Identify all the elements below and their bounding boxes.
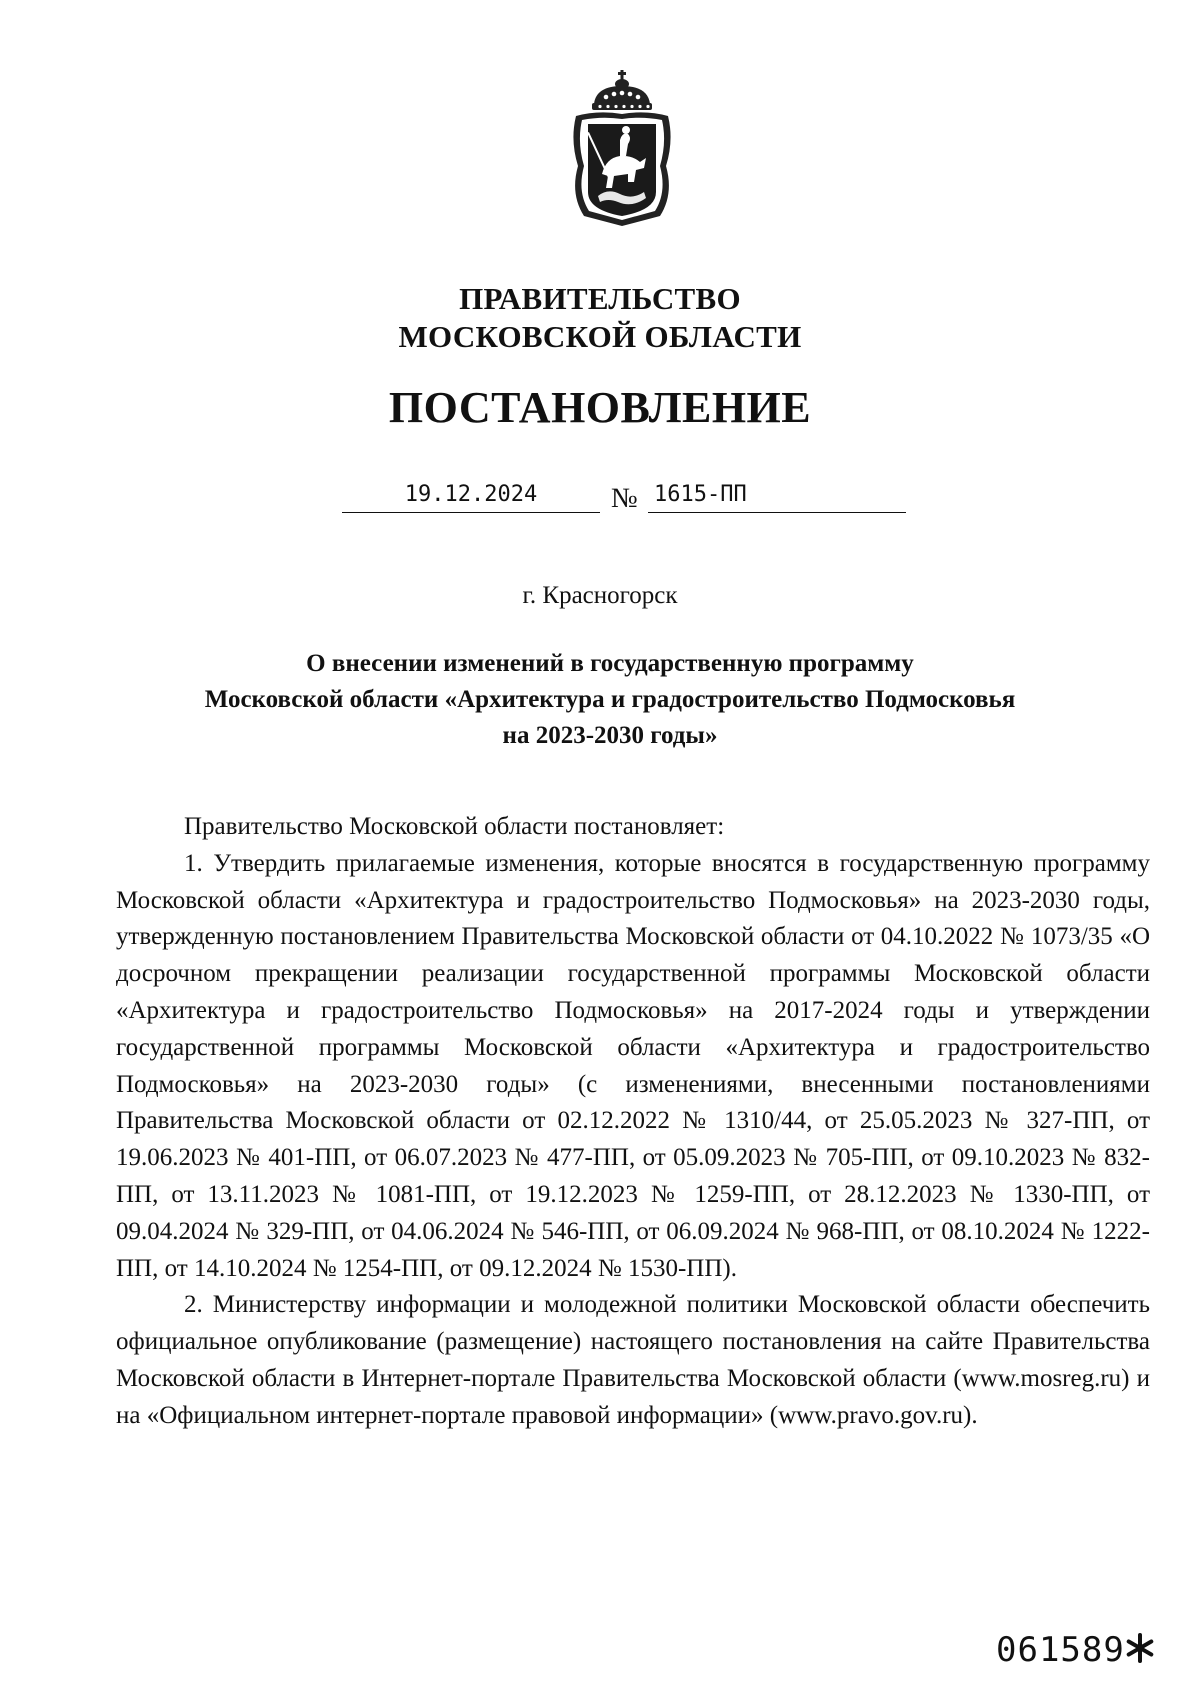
serial-number: 061589 bbox=[996, 1630, 1125, 1670]
city-line: г. Красногорск bbox=[522, 582, 678, 609]
document-date: 19.12.2024 bbox=[342, 478, 600, 513]
body-paragraph-1: 1. Утвердить прилагаемые изменения, которые вносятся в государственную программу Московской области «Архитектура и градостроительство Подмосковья» на 2023-2030 годы, утвержденную постановлением Правительства Московской области от 04.10.2022 № 1073/35 «О досрочном прекращении реализации государственной программы Московской области «Архитектура и градостроительство Подмосковья» на 2017-2024 годы и утверждении государственной программы Московской области «Архитектура и градостроительство Подмосковья» на 2023-2030 годы» (с изменениями, внесенными постановлениями Правительства Московской области от 02.12.2022 № 1310/44, от 25.05.2023 № 327-ПП, от 19.06.2023 № 401-ПП, от 06.07.2023 № 477-ПП, от 05.09.2023 № 705-ПП, от 09.10.2023 № 832-ПП, от 13.11.2023 № 1081-ПП, от 19.12.2023 № 1259-ПП, от 28.12.2023 № 1330-ПП, от 09.04.2024 № 329-ПП, от 04.06.2024 № 546-ПП, от 06.09.2024 № 968-ПП, от 08.10.2024 № 1222-ПП, от 14.10.2024 № 1254-ПП, от 09.12.2024 № 1530-ПП). bbox=[116, 849, 1150, 1282]
document-subject bbox=[120, 646, 1100, 754]
subject-line3: на 2023-2030 годы» bbox=[502, 722, 718, 749]
government-title-line2: МОСКОВСКОЙ ОБЛАСТИ bbox=[398, 319, 802, 354]
moscow-oblast-coat-of-arms-icon bbox=[562, 70, 682, 228]
document-number-field bbox=[648, 478, 906, 513]
document-type: ПОСТАНОВЛЕНИЕ bbox=[388, 383, 812, 432]
government-title-line1: ПРАВИТЕЛЬСТВО bbox=[459, 281, 741, 316]
document-number: 1615-ПП bbox=[654, 482, 747, 507]
number-sign: № bbox=[611, 483, 638, 514]
government-title bbox=[0, 280, 1200, 356]
subject-line1: О внесении изменений в государственную программу bbox=[306, 650, 914, 677]
subject-line2: Московской области «Архитектура и градостроительство Подмосковья bbox=[204, 686, 1016, 713]
document-body bbox=[116, 809, 1150, 1435]
registration-row bbox=[0, 478, 1200, 518]
body-intro: Правительство Московской области постановляет: bbox=[184, 813, 725, 840]
body-paragraph-2: 2. Министерству информации и молодежной политики Московской области обеспечить официальное опубликование (размещение) настоящего постановления на сайте Правительства Московской области в Интернет-портале Правительства Московской области (www.mosreg.ru) и на «Официальном интернет-портале правовой информации» (www.pravo.gov.ru). bbox=[116, 1291, 1150, 1429]
asterisk-icon bbox=[1124, 1632, 1156, 1664]
